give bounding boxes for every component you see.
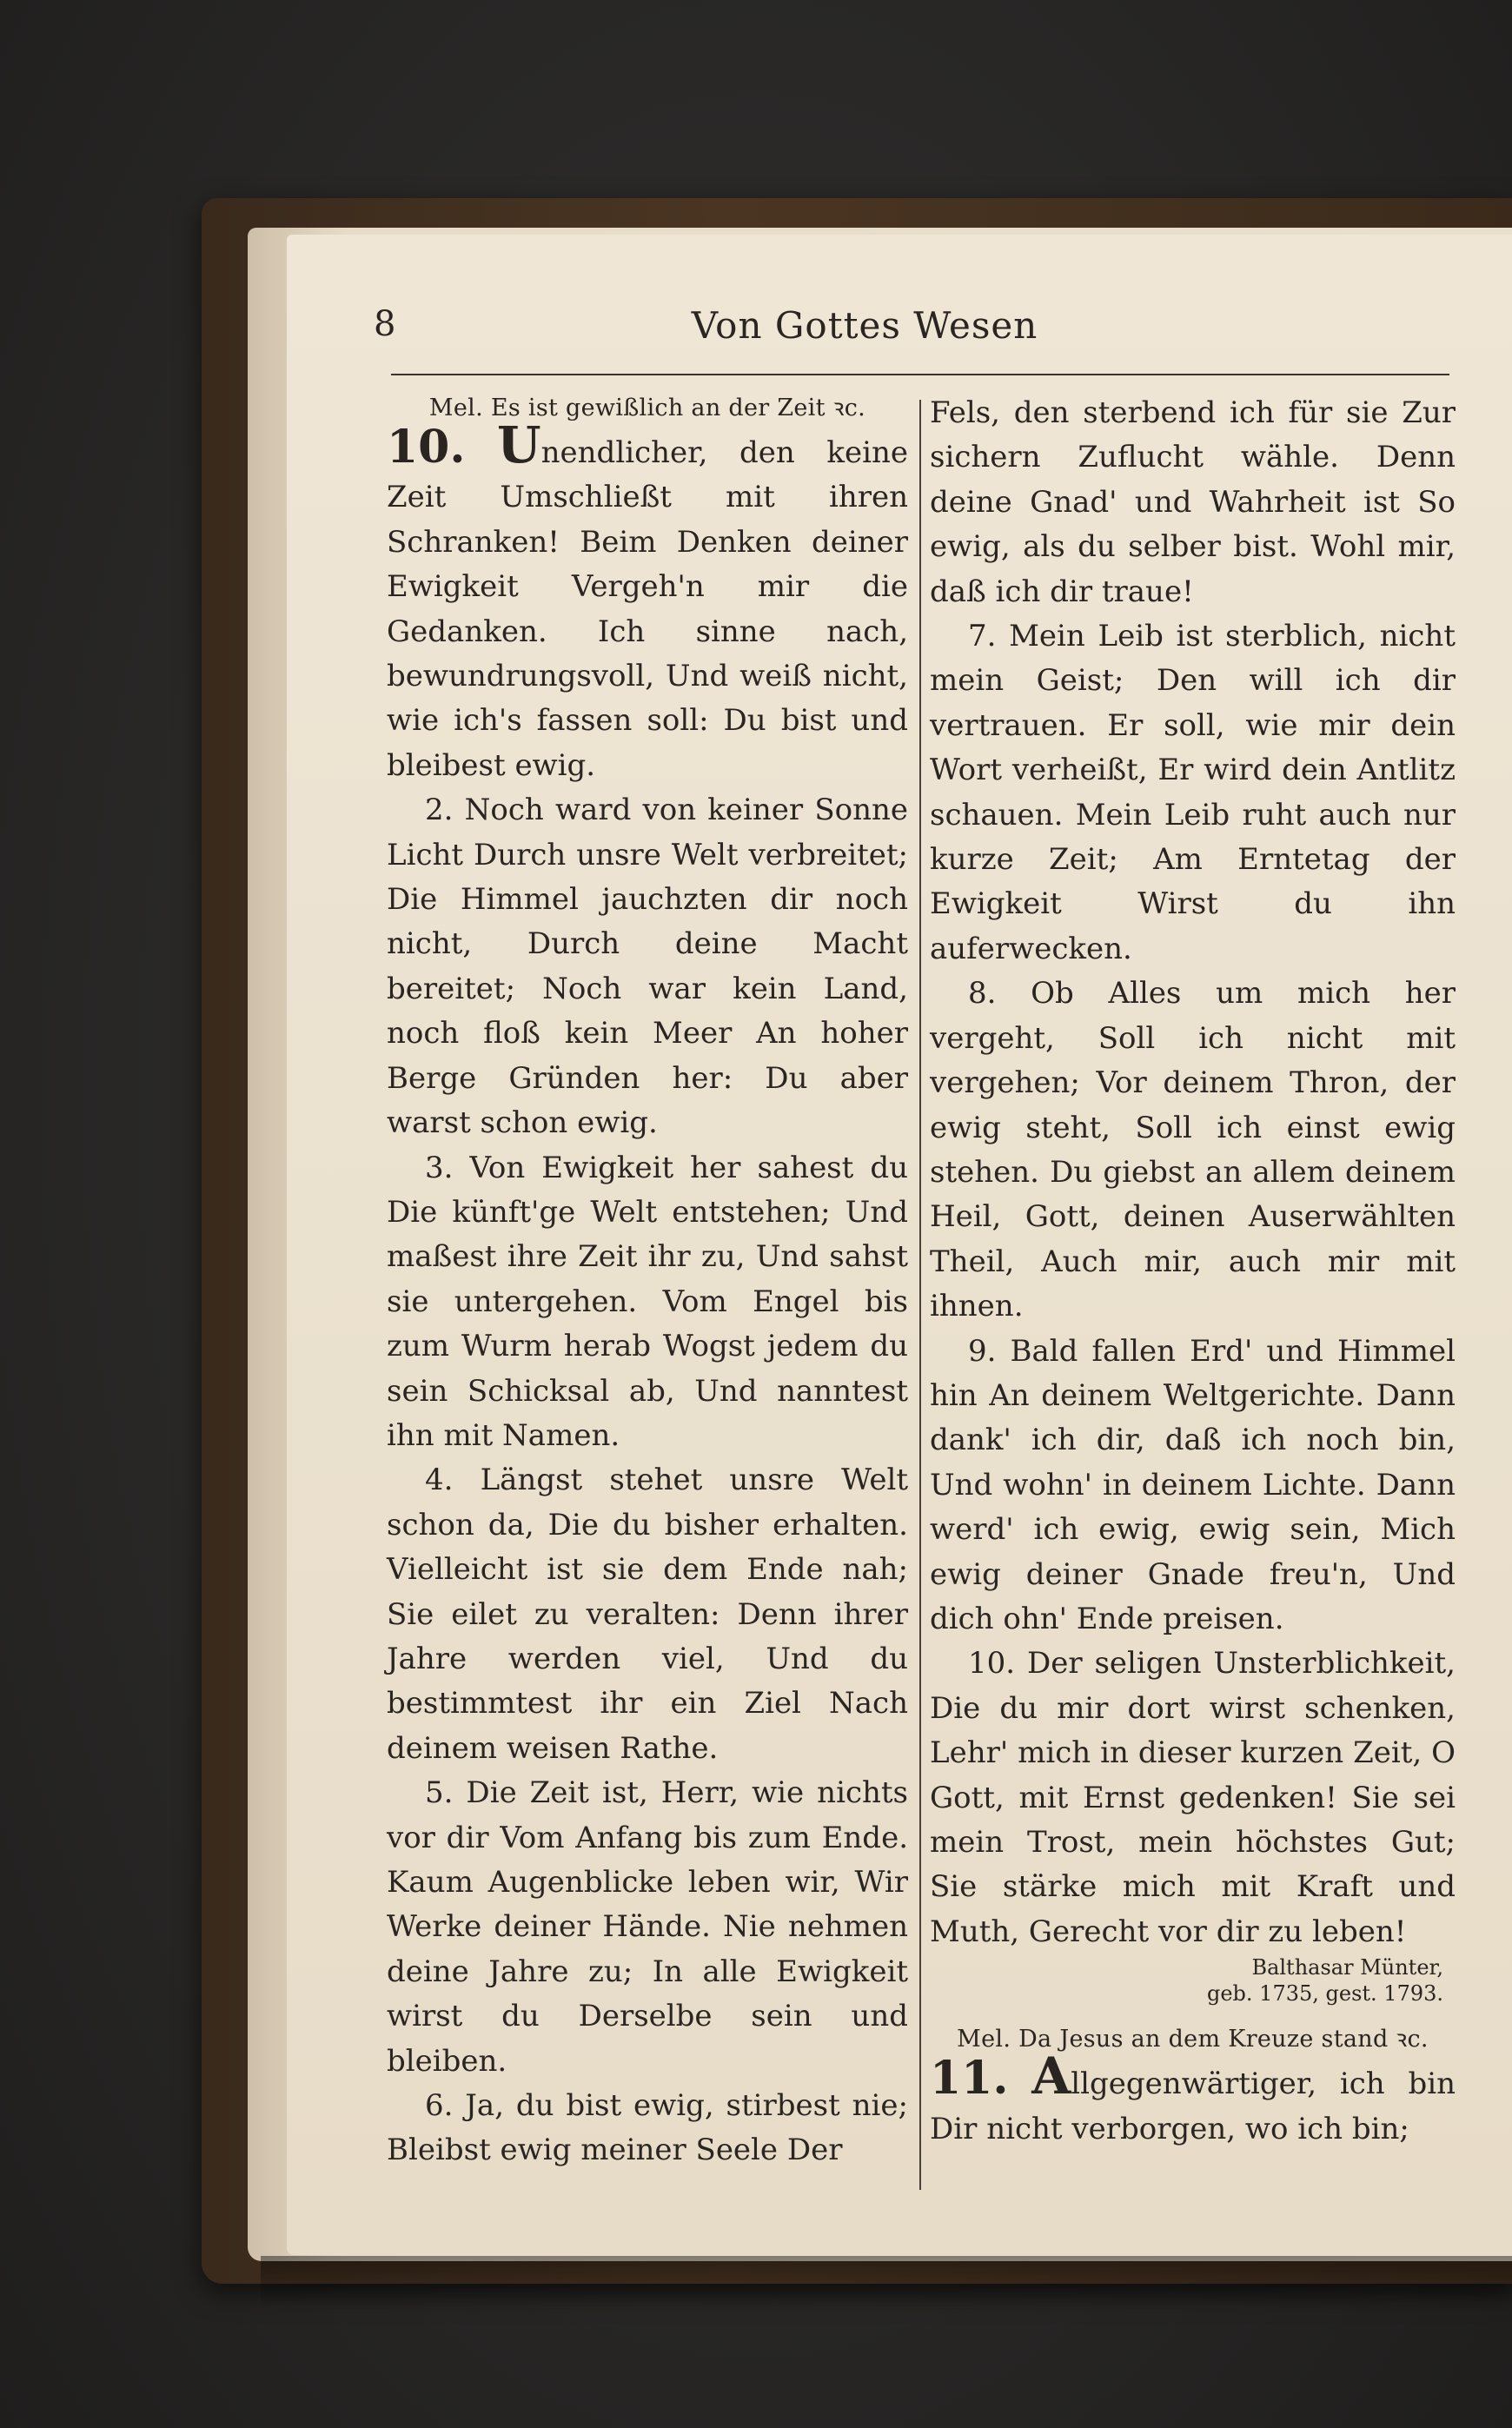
hymn-number: 10. <box>387 421 466 474</box>
spacer <box>930 2007 1456 2022</box>
first-line-11: llgegenwärtiger, ich bin <box>1071 2066 1456 2102</box>
hymn-11-stanza-1 <box>930 2047 1456 2152</box>
hymn-10-stanza-8: 8. Ob Alles um mich her vergeht, Soll ich nicht mit vergehen; Vor deinem Thron, der ewig steht, Soll ich einst ewig stehen. Du giebst an allem deinem Heil, Gott, deinen Auserwählten Theil, Auch mir, auch mir mit ihnen. <box>930 976 1456 1324</box>
second-line-11: Dir nicht verborgen, wo ich bin; <box>930 2111 1409 2146</box>
first-line: nendlicher, den keine Zeit <box>387 435 908 515</box>
hymn-10-stanza-6-start: 6. Ja, du bist ewig, stirbest nie; Bleibst ewig meiner Seele Der <box>387 2088 908 2168</box>
author-name: Balthasar Münter, <box>1251 1955 1443 1980</box>
melody-line-11: Mel. Da Jesus an dem Kreuze stand ꝛc. <box>957 2026 1429 2053</box>
hymn-10-stanza-10: 10. Der seligen Unsterblichkeit, Die du mir dort wirst schenken, Lehr' mich in dieser kurzen Zeit, O Gott, mit Ernst gedenken! Sie sei mein Trost, mein höchstes Gut; Sie stärke mich mit Kraft und Muth, Gerecht vor dir zu leben! <box>930 1646 1456 1949</box>
page-header <box>287 304 1442 356</box>
author-dates: geb. 1735, gest. 1793. <box>1206 1981 1443 2007</box>
hymn-10-stanza-6-end: Fels, den sterbend ich für sie Zur sichern Zuflucht wähle. Denn deine Gnad' und Wahrheit ist So ewig, als du selber bist. Wohl mir, daß ich dir traue! <box>930 395 1456 609</box>
hymn-10-stanza-2: 2. Noch ward von keiner Sonne Licht Durch unsre Welt verbreitet; Die Himmel jauchzten dir noch nicht, Durch deine Macht bereitet; Noch war kein Land, noch floß kein Meer An hoher Berge Gründen her: Du aber warst schon ewig. <box>387 793 908 1141</box>
hymn-10-stanza-9: 9. Bald fallen Erd' und Himmel hin An deinem Weltgerichte. Dann dank' ich dir, daß ich noch bin, Und wohn' in deinem Lichte. Dann werd' ich ewig, ewig sein, Mich ewig deiner Gnade freu'n, Und dich ohn' Ende preisen. <box>930 1333 1456 1636</box>
hymn-10-stanza-3: 3. Von Ewigkeit her sahest du Die künft'ge Welt entstehen; Und maßest ihre Zeit ihr zu, Und sahst sie untergehen. Vom Engel bis zum Wurm herab Wogst jedem du sein Schicksal ab, Und nanntest ihn mit Namen. <box>387 1150 908 1453</box>
header-rule <box>391 374 1449 375</box>
hymn-10-stanza-5: 5. Die Zeit ist, Herr, wie nichts vor dir Vom Anfang bis zum Ende. Kaum Augenblicke leben wir, Wir Werke deiner Hände. Nie nehmen deine Jahre zu; In alle Ewigkeit wirst du Derselbe sein und bleiben. <box>387 1775 908 2079</box>
hymn-10-stanza-7: 7. Mein Leib ist sterblich, nicht mein Geist; Den will ich dir vertrauen. Er soll, wie mir dein Wort verheißt, Er wird dein Antlitz schauen. Mein Leib ruht auch nur kurze Zeit; Am Erntetag der Ewigkeit Wirst du ihn auferwecken. <box>930 619 1456 966</box>
left-column <box>387 391 908 2173</box>
page-bottom-shadow <box>261 2256 1512 2308</box>
running-title: Von Gottes Wesen <box>691 304 1038 347</box>
drop-initial: U <box>497 415 541 474</box>
hymn-number-11: 11. <box>930 2052 1009 2106</box>
stanza-text: Umschließt mit ihren Schranken! Beim Denken deiner Ewigkeit Vergeh'n mir die Gedanken. Ich sinne nach, bewundrungsvoll, Und weiß nicht, wie ich's fassen soll: Du bist und bleibest ewig. <box>387 480 908 783</box>
hymn-10-stanza-1 <box>387 415 908 788</box>
right-column <box>930 391 1456 2152</box>
page-number: 8 <box>374 304 396 344</box>
drop-initial-11: A <box>1031 2047 1071 2106</box>
column-divider <box>919 400 921 2190</box>
melody-line: Mel. Es ist gewißlich an der Zeit ꝛc. <box>428 395 866 421</box>
hymn-10-stanza-4: 4. Längst stehet unsre Welt schon da, Die du bisher erhalten. Vielleicht ist sie dem Ende nah; Sie eilet zu veralten: Denn ihrer Jahre werden viel, Und du bestimmtest ihr ein Ziel Nach deinem weisen Rathe. <box>387 1463 908 1766</box>
book-page <box>287 235 1512 2255</box>
